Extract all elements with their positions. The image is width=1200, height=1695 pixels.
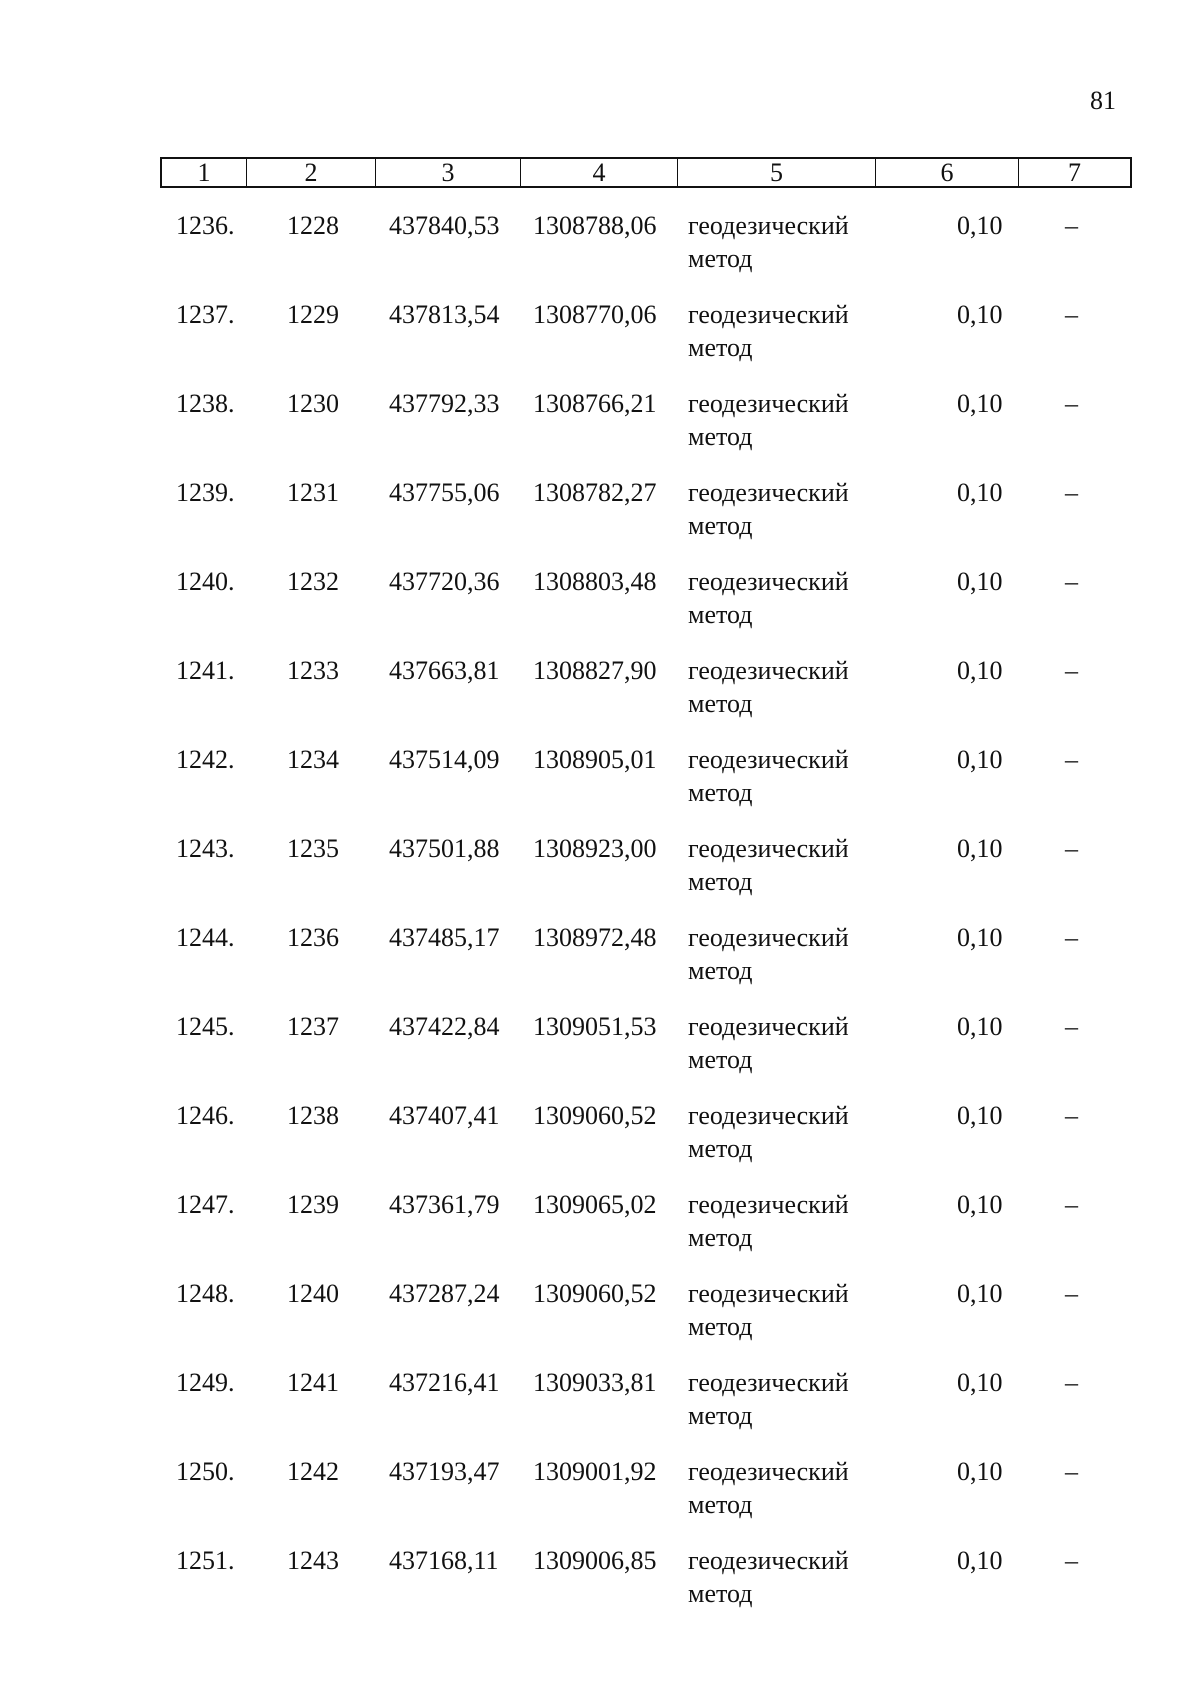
cell-accuracy: 0,10 bbox=[957, 1457, 1003, 1486]
cell-method bbox=[688, 1277, 849, 1343]
cell-point-number: 1234 bbox=[287, 745, 339, 774]
method-line-2: метод bbox=[688, 1401, 753, 1430]
cell-point-number: 1240 bbox=[287, 1279, 339, 1308]
header-col-4: 4 bbox=[521, 159, 678, 186]
method-line-1: геодезический bbox=[688, 567, 849, 596]
cell-point-number: 1230 bbox=[287, 389, 339, 418]
cell-note: – bbox=[1065, 834, 1078, 863]
table-row bbox=[0, 1455, 1200, 1544]
method-line-2: метод bbox=[688, 1579, 753, 1608]
cell-accuracy: 0,10 bbox=[957, 1012, 1003, 1041]
cell-coordinate-y: 1308827,90 bbox=[533, 656, 657, 685]
table-row bbox=[0, 1366, 1200, 1455]
cell-coordinate-x: 437407,41 bbox=[389, 1101, 500, 1130]
cell-row-number: 1242. bbox=[176, 745, 235, 774]
cell-method bbox=[688, 1366, 849, 1432]
cell-note: – bbox=[1065, 300, 1078, 329]
cell-coordinate-y: 1309006,85 bbox=[533, 1546, 657, 1575]
cell-coordinate-y: 1308923,00 bbox=[533, 834, 657, 863]
cell-coordinate-x: 437514,09 bbox=[389, 745, 500, 774]
method-line-1: геодезический bbox=[688, 211, 849, 240]
cell-method bbox=[688, 209, 849, 275]
cell-coordinate-y: 1308766,21 bbox=[533, 389, 657, 418]
cell-point-number: 1228 bbox=[287, 211, 339, 240]
cell-accuracy: 0,10 bbox=[957, 1546, 1003, 1575]
cell-method bbox=[688, 476, 849, 542]
cell-coordinate-y: 1309051,53 bbox=[533, 1012, 657, 1041]
table-row bbox=[0, 298, 1200, 387]
table-row bbox=[0, 1188, 1200, 1277]
method-line-2: метод bbox=[688, 778, 753, 807]
method-line-1: геодезический bbox=[688, 745, 849, 774]
cell-note: – bbox=[1065, 389, 1078, 418]
page-number: 81 bbox=[1090, 86, 1116, 115]
cell-method bbox=[688, 921, 849, 987]
cell-accuracy: 0,10 bbox=[957, 745, 1003, 774]
cell-coordinate-x: 437216,41 bbox=[389, 1368, 500, 1397]
cell-coordinate-y: 1308972,48 bbox=[533, 923, 657, 952]
cell-method bbox=[688, 743, 849, 809]
header-col-5: 5 bbox=[678, 159, 876, 186]
method-line-2: метод bbox=[688, 1312, 753, 1341]
cell-accuracy: 0,10 bbox=[957, 656, 1003, 685]
cell-point-number: 1243 bbox=[287, 1546, 339, 1575]
cell-coordinate-y: 1308803,48 bbox=[533, 567, 657, 596]
cell-point-number: 1242 bbox=[287, 1457, 339, 1486]
cell-method bbox=[688, 1010, 849, 1076]
table-body bbox=[0, 209, 1200, 1633]
cell-note: – bbox=[1065, 211, 1078, 240]
method-line-2: метод bbox=[688, 1490, 753, 1519]
cell-row-number: 1237. bbox=[176, 300, 235, 329]
cell-point-number: 1235 bbox=[287, 834, 339, 863]
method-line-1: геодезический bbox=[688, 1190, 849, 1219]
method-line-2: метод bbox=[688, 333, 753, 362]
table-row bbox=[0, 209, 1200, 298]
cell-row-number: 1243. bbox=[176, 834, 235, 863]
cell-coordinate-y: 1309033,81 bbox=[533, 1368, 657, 1397]
header-col-3: 3 bbox=[376, 159, 521, 186]
table-row bbox=[0, 1544, 1200, 1633]
cell-note: – bbox=[1065, 1279, 1078, 1308]
method-line-1: геодезический bbox=[688, 478, 849, 507]
cell-note: – bbox=[1065, 478, 1078, 507]
cell-accuracy: 0,10 bbox=[957, 300, 1003, 329]
table-row bbox=[0, 832, 1200, 921]
cell-coordinate-x: 437193,47 bbox=[389, 1457, 500, 1486]
cell-note: – bbox=[1065, 923, 1078, 952]
cell-row-number: 1245. bbox=[176, 1012, 235, 1041]
method-line-2: метод bbox=[688, 1134, 753, 1163]
cell-coordinate-y: 1308905,01 bbox=[533, 745, 657, 774]
cell-accuracy: 0,10 bbox=[957, 1279, 1003, 1308]
table-row bbox=[0, 1277, 1200, 1366]
cell-note: – bbox=[1065, 1012, 1078, 1041]
cell-accuracy: 0,10 bbox=[957, 478, 1003, 507]
cell-coordinate-y: 1308788,06 bbox=[533, 211, 657, 240]
cell-accuracy: 0,10 bbox=[957, 211, 1003, 240]
cell-point-number: 1232 bbox=[287, 567, 339, 596]
cell-accuracy: 0,10 bbox=[957, 1101, 1003, 1130]
cell-accuracy: 0,10 bbox=[957, 567, 1003, 596]
cell-method bbox=[688, 1099, 849, 1165]
cell-row-number: 1238. bbox=[176, 389, 235, 418]
table-row bbox=[0, 476, 1200, 565]
method-line-1: геодезический bbox=[688, 1546, 849, 1575]
method-line-2: метод bbox=[688, 511, 753, 540]
table-row bbox=[0, 387, 1200, 476]
table-row bbox=[0, 565, 1200, 654]
cell-coordinate-x: 437663,81 bbox=[389, 656, 500, 685]
method-line-1: геодезический bbox=[688, 300, 849, 329]
cell-row-number: 1241. bbox=[176, 656, 235, 685]
cell-note: – bbox=[1065, 1190, 1078, 1219]
method-line-2: метод bbox=[688, 956, 753, 985]
cell-method bbox=[688, 832, 849, 898]
method-line-1: геодезический bbox=[688, 923, 849, 952]
cell-method bbox=[688, 1544, 849, 1610]
cell-point-number: 1238 bbox=[287, 1101, 339, 1130]
method-line-2: метод bbox=[688, 1223, 753, 1252]
cell-method bbox=[688, 1455, 849, 1521]
method-line-2: метод bbox=[688, 689, 753, 718]
cell-coordinate-x: 437813,54 bbox=[389, 300, 500, 329]
method-line-2: метод bbox=[688, 244, 753, 273]
method-line-1: геодезический bbox=[688, 1457, 849, 1486]
header-col-1: 1 bbox=[162, 159, 247, 186]
table-row bbox=[0, 743, 1200, 832]
method-line-2: метод bbox=[688, 867, 753, 896]
cell-method bbox=[688, 387, 849, 453]
cell-note: – bbox=[1065, 745, 1078, 774]
cell-note: – bbox=[1065, 567, 1078, 596]
cell-note: – bbox=[1065, 1457, 1078, 1486]
cell-row-number: 1249. bbox=[176, 1368, 235, 1397]
cell-point-number: 1231 bbox=[287, 478, 339, 507]
cell-coordinate-x: 437501,88 bbox=[389, 834, 500, 863]
cell-method bbox=[688, 654, 849, 720]
cell-accuracy: 0,10 bbox=[957, 834, 1003, 863]
cell-coordinate-y: 1308770,06 bbox=[533, 300, 657, 329]
method-line-1: геодезический bbox=[688, 389, 849, 418]
cell-coordinate-x: 437361,79 bbox=[389, 1190, 500, 1219]
header-col-6: 6 bbox=[876, 159, 1019, 186]
cell-note: – bbox=[1065, 1101, 1078, 1130]
cell-coordinate-y: 1309060,52 bbox=[533, 1101, 657, 1130]
method-line-1: геодезический bbox=[688, 1101, 849, 1130]
table-header bbox=[160, 157, 1132, 188]
cell-accuracy: 0,10 bbox=[957, 389, 1003, 418]
cell-note: – bbox=[1065, 1546, 1078, 1575]
cell-accuracy: 0,10 bbox=[957, 923, 1003, 952]
cell-row-number: 1247. bbox=[176, 1190, 235, 1219]
cell-point-number: 1241 bbox=[287, 1368, 339, 1397]
cell-point-number: 1236 bbox=[287, 923, 339, 952]
cell-method bbox=[688, 298, 849, 364]
table-row bbox=[0, 654, 1200, 743]
cell-point-number: 1229 bbox=[287, 300, 339, 329]
cell-coordinate-y: 1309065,02 bbox=[533, 1190, 657, 1219]
cell-note: – bbox=[1065, 656, 1078, 685]
cell-method bbox=[688, 565, 849, 631]
cell-note: – bbox=[1065, 1368, 1078, 1397]
cell-point-number: 1237 bbox=[287, 1012, 339, 1041]
cell-row-number: 1250. bbox=[176, 1457, 235, 1486]
method-line-2: метод bbox=[688, 422, 753, 451]
cell-accuracy: 0,10 bbox=[957, 1368, 1003, 1397]
method-line-2: метод bbox=[688, 600, 753, 629]
header-col-2: 2 bbox=[247, 159, 376, 186]
cell-point-number: 1233 bbox=[287, 656, 339, 685]
cell-row-number: 1236. bbox=[176, 211, 235, 240]
cell-coordinate-x: 437840,53 bbox=[389, 211, 500, 240]
cell-coordinate-y: 1309001,92 bbox=[533, 1457, 657, 1486]
cell-row-number: 1244. bbox=[176, 923, 235, 952]
cell-row-number: 1246. bbox=[176, 1101, 235, 1130]
method-line-1: геодезический bbox=[688, 1012, 849, 1041]
cell-point-number: 1239 bbox=[287, 1190, 339, 1219]
table-row bbox=[0, 1010, 1200, 1099]
cell-row-number: 1240. bbox=[176, 567, 235, 596]
table-row bbox=[0, 1099, 1200, 1188]
table-row bbox=[0, 921, 1200, 1010]
cell-method bbox=[688, 1188, 849, 1254]
cell-coordinate-x: 437485,17 bbox=[389, 923, 500, 952]
cell-row-number: 1248. bbox=[176, 1279, 235, 1308]
method-line-1: геодезический bbox=[688, 656, 849, 685]
cell-coordinate-y: 1309060,52 bbox=[533, 1279, 657, 1308]
cell-accuracy: 0,10 bbox=[957, 1190, 1003, 1219]
method-line-2: метод bbox=[688, 1045, 753, 1074]
cell-coordinate-y: 1308782,27 bbox=[533, 478, 657, 507]
method-line-1: геодезический bbox=[688, 1368, 849, 1397]
cell-row-number: 1239. bbox=[176, 478, 235, 507]
method-line-1: геодезический bbox=[688, 834, 849, 863]
header-col-7: 7 bbox=[1068, 158, 1081, 187]
cell-coordinate-x: 437422,84 bbox=[389, 1012, 500, 1041]
cell-coordinate-x: 437168,11 bbox=[389, 1546, 499, 1575]
cell-coordinate-x: 437755,06 bbox=[389, 478, 500, 507]
method-line-1: геодезический bbox=[688, 1279, 849, 1308]
cell-coordinate-x: 437792,33 bbox=[389, 389, 500, 418]
cell-coordinate-x: 437720,36 bbox=[389, 567, 500, 596]
cell-row-number: 1251. bbox=[176, 1546, 235, 1575]
cell-coordinate-x: 437287,24 bbox=[389, 1279, 500, 1308]
